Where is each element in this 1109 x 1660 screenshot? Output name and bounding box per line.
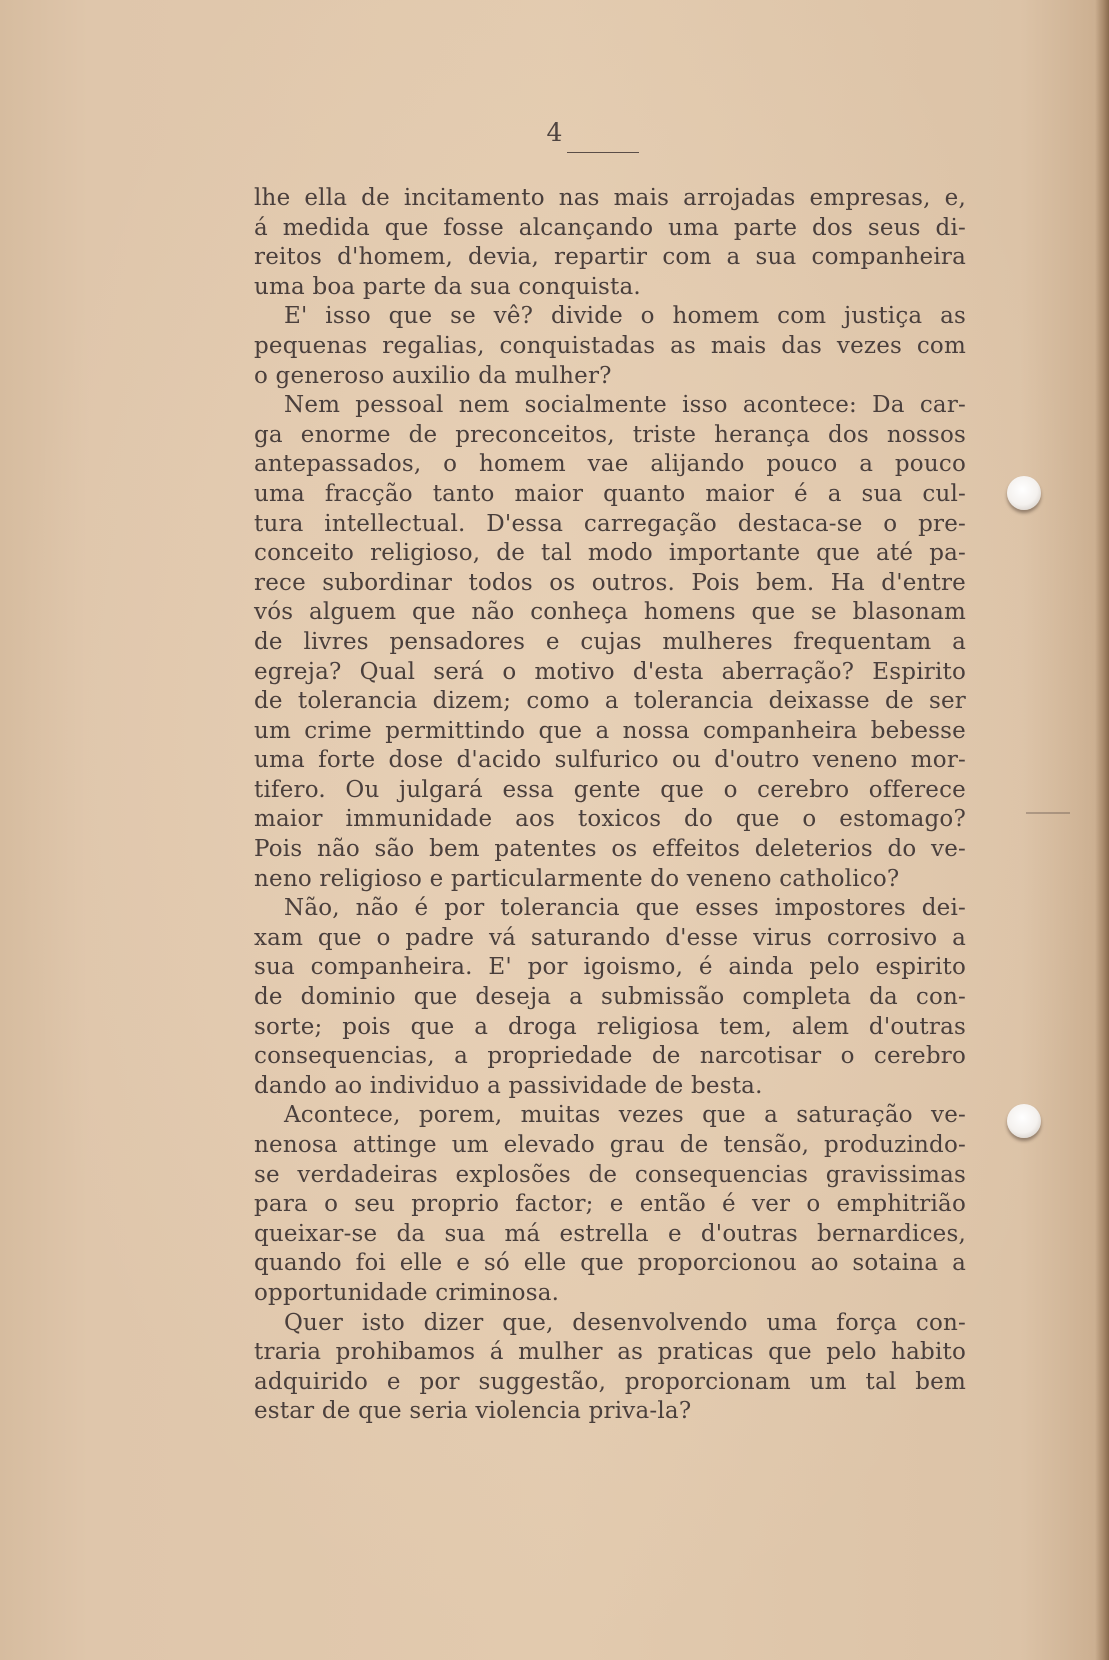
text-line: uma boa parte da sua conquista. [254, 273, 641, 300]
text-line: xam que o padre vá saturando d'esse virus corrosivo a [254, 924, 966, 951]
text-line: Nem pessoal nem socialmente isso acontece: Da car- [284, 392, 966, 419]
text-line: um crime permittindo que a nossa companheira bebesse [254, 717, 966, 744]
text-line: Pois não são bem patentes os effeitos deleterios do ve- [254, 836, 966, 863]
text-line: uma forte dose d'acido sulfurico ou d'outro veneno mor- [254, 747, 966, 774]
text-line: tifero. Ou julgará essa gente que o cerebro offerece [254, 776, 966, 803]
body-text [254, 184, 966, 1427]
text-line: pequenas regalias, conquistadas as mais das vezes com [254, 332, 966, 359]
text-line: consequencias, a propriedade de narcotisar o cerebro [254, 1043, 966, 1070]
text-line: Acontece, porem, muitas vezes que a saturação ve- [284, 1102, 966, 1129]
text-line: antepassados, o homem vae alijando pouco a pouco [254, 451, 966, 478]
text-line: maior immunidade aos toxicos do que o estomago? [254, 806, 966, 833]
text-line: egreja? Qual será o motivo d'esta aberração? Espirito [254, 658, 966, 685]
text-line: dando ao individuo a passividade de besta. [254, 1072, 763, 1099]
text-line: conceito religioso, de tal modo importante que até pa- [254, 540, 966, 567]
binding-hole [1007, 1104, 1041, 1138]
text-line: uma fracção tanto maior quanto maior é a sua cul- [254, 480, 966, 507]
text-line: adquirido e por suggestão, proporcionam um tal bem [254, 1368, 966, 1395]
paper-mark [1026, 812, 1070, 822]
page-edge-shadow [1095, 0, 1109, 1660]
page-number: 4 [546, 118, 563, 147]
text-line: traria prohibamos á mulher as praticas que pelo habito [254, 1339, 966, 1366]
text-line: o generoso auxilio da mulher? [254, 362, 612, 389]
text-line: sua companheira. E' por igoismo, é ainda pelo espirito [254, 954, 966, 981]
text-line: vós alguem que não conheça homens que se blasonam [254, 599, 966, 626]
text-line: reitos d'homem, devia, repartir com a sua companheira [254, 244, 966, 271]
text-line: sorte; pois que a droga religiosa tem, alem d'outras [254, 1013, 966, 1040]
text-line: á medida que fosse alcançando uma parte dos seus di- [254, 214, 966, 241]
text-line: nenosa attinge um elevado grau de tensão, produzindo- [254, 1132, 966, 1158]
text-line: E' isso que se vê? divide o homem com justiça as [284, 303, 966, 330]
text-line: estar de que seria violencia priva-la? [254, 1398, 692, 1425]
page-number-rule [567, 152, 639, 153]
text-line: neno religioso e particularmente do veneno catholico? [254, 865, 900, 892]
text-line: de tolerancia dizem; como a tolerancia deixasse de ser [254, 688, 966, 715]
text-line: Quer isto dizer que, desenvolvendo uma força con- [284, 1309, 966, 1336]
text-line: lhe ella de incitamento nas mais arrojadas empresas, e, [254, 185, 966, 211]
text-line: ga enorme de preconceitos, triste herança dos nossos [254, 421, 966, 448]
text-line: opportunidade criminosa. [254, 1279, 560, 1306]
text-line: Não, não é por tolerancia que esses impostores dei- [284, 895, 966, 922]
text-line: rece subordinar todos os outros. Pois bem. Ha d'entre [254, 569, 966, 596]
text-line: para o seu proprio factor; e então é ver o emphitrião [254, 1191, 966, 1218]
text-line: quando foi elle e só elle que proporcionou ao sotaina a [254, 1250, 966, 1277]
text-line: de dominio que deseja a submissão completa da con- [254, 984, 966, 1011]
text-line: tura intellectual. D'essa carregação destaca-se o pre- [254, 510, 966, 537]
binding-hole [1007, 476, 1041, 510]
text-line: queixar-se da sua má estrella e d'outras bernardices, [254, 1220, 966, 1247]
text-line: se verdadeiras explosões de consequencias gravissimas [254, 1161, 966, 1188]
text-line: de livres pensadores e cujas mulheres frequentam a [254, 628, 966, 655]
